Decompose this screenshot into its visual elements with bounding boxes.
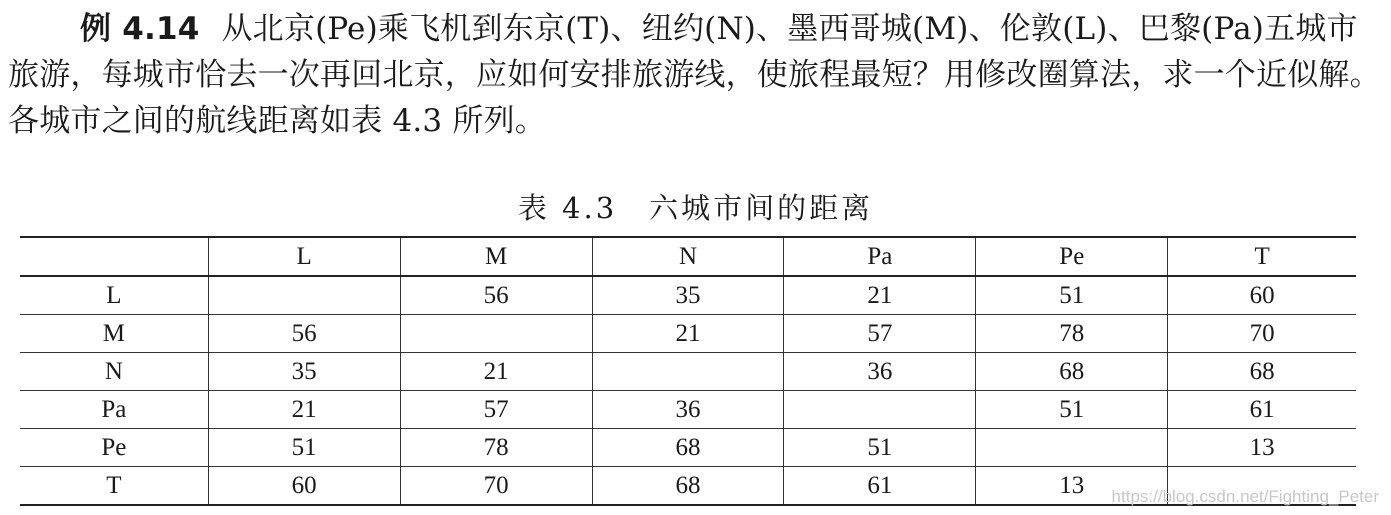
table-cell: 13 bbox=[976, 467, 1168, 506]
example-label: 例 4.14 bbox=[80, 11, 200, 47]
table-cell: 51 bbox=[976, 276, 1168, 315]
table-cell: 60 bbox=[208, 467, 400, 506]
table-cell: 21 bbox=[208, 391, 400, 429]
row-label: L bbox=[20, 276, 208, 315]
table-cell: 78 bbox=[400, 429, 592, 467]
row-label: T bbox=[20, 467, 208, 506]
table-cell: 78 bbox=[976, 315, 1168, 353]
table-cell: 61 bbox=[1168, 391, 1356, 429]
table-cell: 68 bbox=[592, 429, 784, 467]
table-row bbox=[20, 276, 1356, 315]
header-cell-T: T bbox=[1168, 237, 1356, 276]
table-cell: 36 bbox=[784, 353, 976, 391]
row-label: N bbox=[20, 353, 208, 391]
header-cell-M: M bbox=[400, 237, 592, 276]
table-cell: 35 bbox=[208, 353, 400, 391]
table-cell bbox=[592, 353, 784, 391]
problem-paragraph bbox=[8, 6, 1384, 144]
table-cell bbox=[208, 276, 400, 315]
header-cell-N: N bbox=[592, 237, 784, 276]
table-cell: 70 bbox=[400, 467, 592, 506]
table-cell: 61 bbox=[784, 467, 976, 506]
table-row bbox=[20, 391, 1356, 429]
table-cell: 35 bbox=[592, 276, 784, 315]
table-cell: 51 bbox=[784, 429, 976, 467]
table-row bbox=[20, 353, 1356, 391]
table-cell: 70 bbox=[1168, 315, 1356, 353]
table-cell: 68 bbox=[976, 353, 1168, 391]
problem-text: 从北京(Pe)乘飞机到东京(T)、纽约(N)、墨西哥城(M)、伦敦(L)、巴黎(Pa)五城市旅游，每城市恰去一次再回北京，应如何安排旅游线，使旅程最短？用修改圈算法，求一个近似解。各城市之间的航线距离如表 4.3 所列。 bbox=[8, 11, 1381, 139]
table-row bbox=[20, 429, 1356, 467]
row-label: Pe bbox=[20, 429, 208, 467]
header-cell-corner bbox=[20, 237, 208, 276]
header-cell-Pa: Pa bbox=[784, 237, 976, 276]
table-cell bbox=[976, 429, 1168, 467]
table-cell: 21 bbox=[784, 276, 976, 315]
table-header-row bbox=[20, 237, 1356, 276]
table-cell: 51 bbox=[208, 429, 400, 467]
table-cell: 21 bbox=[400, 353, 592, 391]
header-cell-L: L bbox=[208, 237, 400, 276]
table-cell: 60 bbox=[1168, 276, 1356, 315]
table-caption: 表 4.3 六城市间的距离 bbox=[517, 191, 874, 225]
table-cell: 56 bbox=[208, 315, 400, 353]
table-row bbox=[20, 315, 1356, 353]
table-cell: 68 bbox=[592, 467, 784, 506]
watermark-text: https://blog.csdn.net/Fighting_Peter bbox=[1111, 487, 1379, 506]
distance-table bbox=[20, 236, 1356, 506]
table-cell: 21 bbox=[592, 315, 784, 353]
header-cell-Pe: Pe bbox=[976, 237, 1168, 276]
table-cell bbox=[400, 315, 592, 353]
table-cell: 13 bbox=[1168, 429, 1356, 467]
row-label: M bbox=[20, 315, 208, 353]
row-label: Pa bbox=[20, 391, 208, 429]
table-cell: 36 bbox=[592, 391, 784, 429]
table-cell: 68 bbox=[1168, 353, 1356, 391]
table-cell: 51 bbox=[976, 391, 1168, 429]
table-cell: 57 bbox=[400, 391, 592, 429]
table-cell bbox=[784, 391, 976, 429]
table-cell: 56 bbox=[400, 276, 592, 315]
table-cell: 57 bbox=[784, 315, 976, 353]
